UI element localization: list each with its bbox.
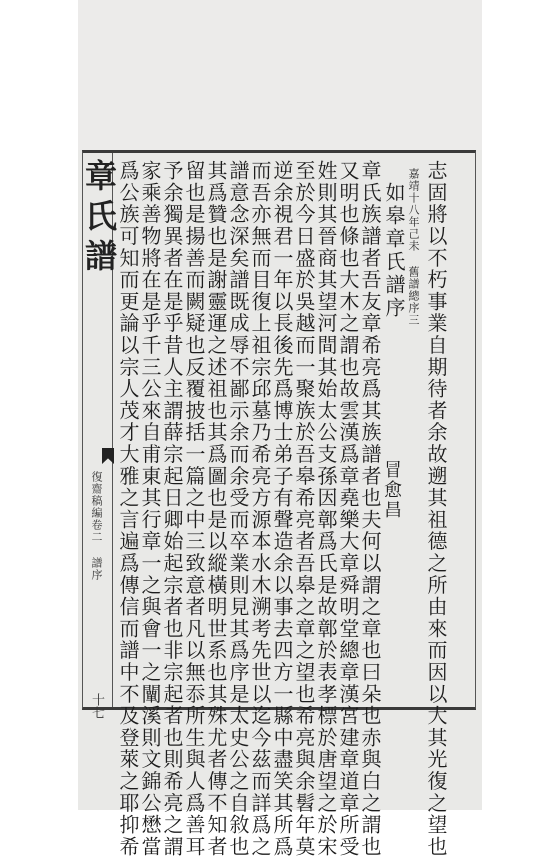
text-column-9: 至於今日盛於吳越而一聚族於吾皋希亮者吾皋之章之望也希亮與余髫年莫 <box>292 160 316 858</box>
text-column-4: 留也是揚善而闕疑也反覆披括一篇之中三致意者凡以無忝所生與人爲善耳 <box>182 160 206 858</box>
text-column-first: 志固將以不朽事業自期待者余故遡其祖德之所由來而因以大其光復之望也 <box>424 160 448 858</box>
margin-title: 章氏譜 <box>80 159 118 279</box>
date-note: 嘉靖十八年己未 舊譜總序三 <box>407 168 420 326</box>
text-column-7: 而吾亦無而目復上祖宗邱墓乃希亮方源本水木溯考先世以迄今茲而詳爲之 <box>248 160 272 858</box>
upper-blank-area <box>78 0 482 150</box>
text-column-8: 逆余視君一年以長後先爲博士弟子有聲造余以事去四方一縣中盡笑其所爲 <box>270 160 294 858</box>
text-column-3: 予余獨異者在是乎昔人主謂薛宗起日卿始起宗者也非宗起者也則希亮之謂 <box>160 160 184 858</box>
text-column-12: 章氏族譜者吾友章希亮爲其族譜者也夫何以謂之章也曰朵也赤與白之謂也 <box>358 160 382 858</box>
text-column-2: 家乘善物將在是乎千三公來自甫東其行章一之與會一之闡溪則文錦公懋當 <box>138 160 162 858</box>
text-column-11: 又明也條也大木之謂也故雲漢爲章堯樂大章舜明堂總章漢宮建章道章所受 <box>336 160 360 858</box>
page-number: 十七 <box>89 693 104 719</box>
text-column-6: 譜意念深矣譜既成辱不鄙示余而余受而卒業則見其爲序是太史公之自敘也 <box>226 160 250 858</box>
page-margin-column <box>80 153 118 719</box>
text-column-1: 爲公族可知而更論以宗人茂才大雅之言遍爲傳信而譜中不及登萊之耶抑希 <box>116 160 140 858</box>
margin-subtitle: 復齋稿編卷二 譜序 <box>90 471 103 581</box>
fishtail-mark-icon <box>102 448 114 464</box>
author-name: 冒愈昌 <box>381 460 402 520</box>
section-heading: 如皋章氏譜序 <box>382 182 406 320</box>
text-column-5: 其爲贊也是謝靈運之述祖也其爲圖也是以縱橫明世系也其殊尤者傳不知者 <box>204 160 228 858</box>
scanned-page <box>78 0 482 858</box>
text-column-10: 姓則其晉商其望河間其始太公支孫因鄣爲氏是故鄣於表孝標於唐望之於宋 <box>314 160 338 858</box>
